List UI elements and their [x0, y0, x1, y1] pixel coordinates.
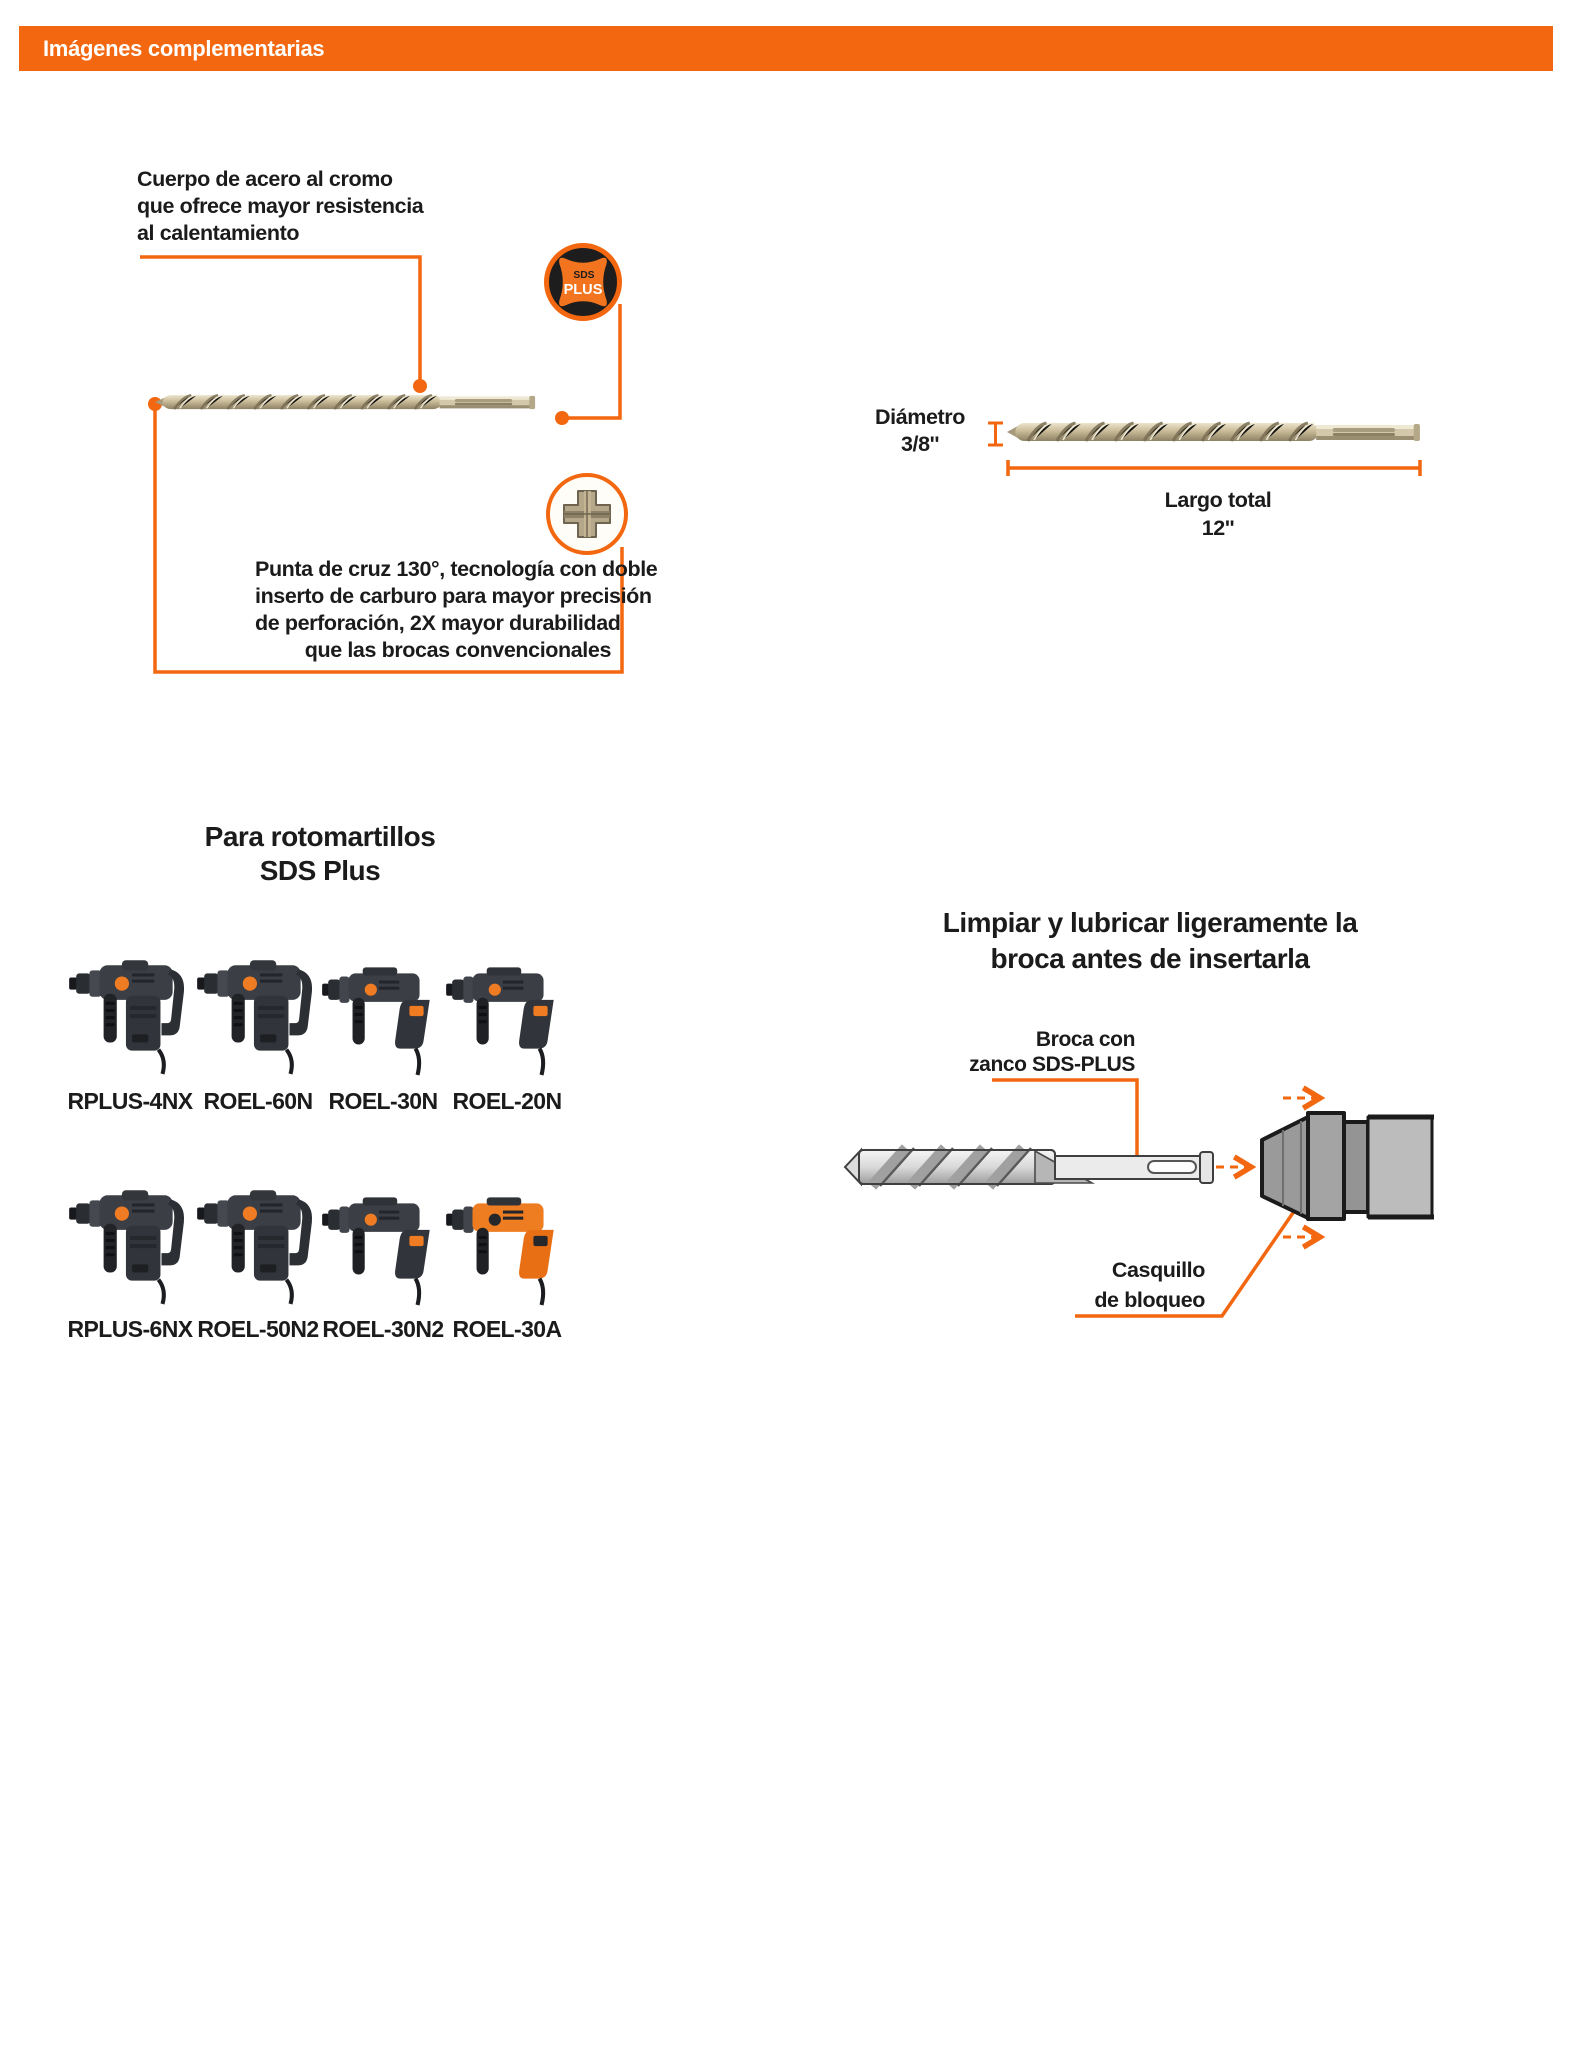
steel-body-note: Cuerpo de acero al cromo que ofrece mayor resistencia al calentamiento: [137, 167, 424, 245]
drill-bit-photo-left: [155, 395, 535, 409]
diameter-marker: [988, 423, 1003, 445]
diameter-callout: [855, 404, 985, 458]
shank-leader-line: [992, 1080, 1137, 1158]
steel-body-anchor-dot: [413, 379, 427, 393]
compatibility-heading: Para rotomartillos SDS Plus: [204, 821, 436, 886]
page-title: Imágenes complementarias: [43, 36, 325, 61]
rotary-hammer-image: [318, 1175, 448, 1312]
shank-anchor-dot: [1129, 1158, 1145, 1174]
sds-bit-illustration: [845, 1148, 1213, 1186]
model-label: ROEL-30N: [328, 1088, 438, 1114]
shank-callout: Broca con zanco SDS-PLUS: [969, 1028, 1135, 1076]
rotary-hammer-image: [193, 1175, 323, 1312]
length-label: Largo total: [1164, 488, 1272, 512]
model-label: ROEL-30A: [452, 1316, 562, 1342]
diameter-value: 3/8'': [900, 432, 940, 456]
rotary-hammer-image: [442, 945, 572, 1082]
length-value: 12'': [1201, 516, 1235, 540]
model-label: ROEL-30N2: [322, 1316, 444, 1342]
tip-anchor-dot: [148, 397, 162, 411]
dashed-insert-arrows: [1216, 1098, 1319, 1237]
cross-tip-note: Punta de cruz 130°, tecnología con doble inserto de carburo para mayor precisión de perforación, 2X mayor durabilidad que las brocas convencionales: [255, 557, 658, 662]
cross-tip-detail-circle: [546, 473, 628, 555]
badge-line2: PLUS: [563, 282, 603, 299]
badge-anchor-dot: [555, 411, 569, 425]
sleeve-anchor-dot: [1313, 1165, 1329, 1181]
rotary-hammer-image: [65, 945, 195, 1082]
rotary-hammer-image: [65, 1175, 195, 1312]
model-label: ROEL-60N: [203, 1088, 313, 1114]
insertion-heading: Limpiar y lubricar ligeramente la broca antes de insertarla: [942, 907, 1358, 974]
model-label: RPLUS-4NX: [67, 1088, 193, 1114]
badge-line1: SDS: [573, 270, 595, 282]
diameter-label: Diámetro: [875, 405, 965, 429]
drill-bit-photo-right: [1007, 423, 1420, 441]
section-header-bar: [19, 26, 1553, 71]
length-dimension-line: [1008, 460, 1420, 476]
rotary-hammer-image: [442, 1175, 572, 1312]
cross-tip-icon: [561, 488, 613, 540]
badge-leader-line: [568, 304, 620, 418]
steel-body-leader-line: [140, 257, 420, 381]
rotary-hammer-image: [193, 945, 323, 1082]
length-callout: [1118, 486, 1318, 542]
sleeve-callout: Casquillo de bloqueo: [1094, 1258, 1205, 1312]
sds-shank-cross-section-icon: [552, 251, 614, 313]
sds-plus-badge: [544, 243, 622, 321]
rotary-hammer-image: [318, 945, 448, 1082]
chuck-illustration: [1262, 1113, 1434, 1219]
model-label: ROEL-50N2: [197, 1316, 319, 1342]
model-label: RPLUS-6NX: [67, 1316, 193, 1342]
model-label: ROEL-20N: [452, 1088, 562, 1114]
